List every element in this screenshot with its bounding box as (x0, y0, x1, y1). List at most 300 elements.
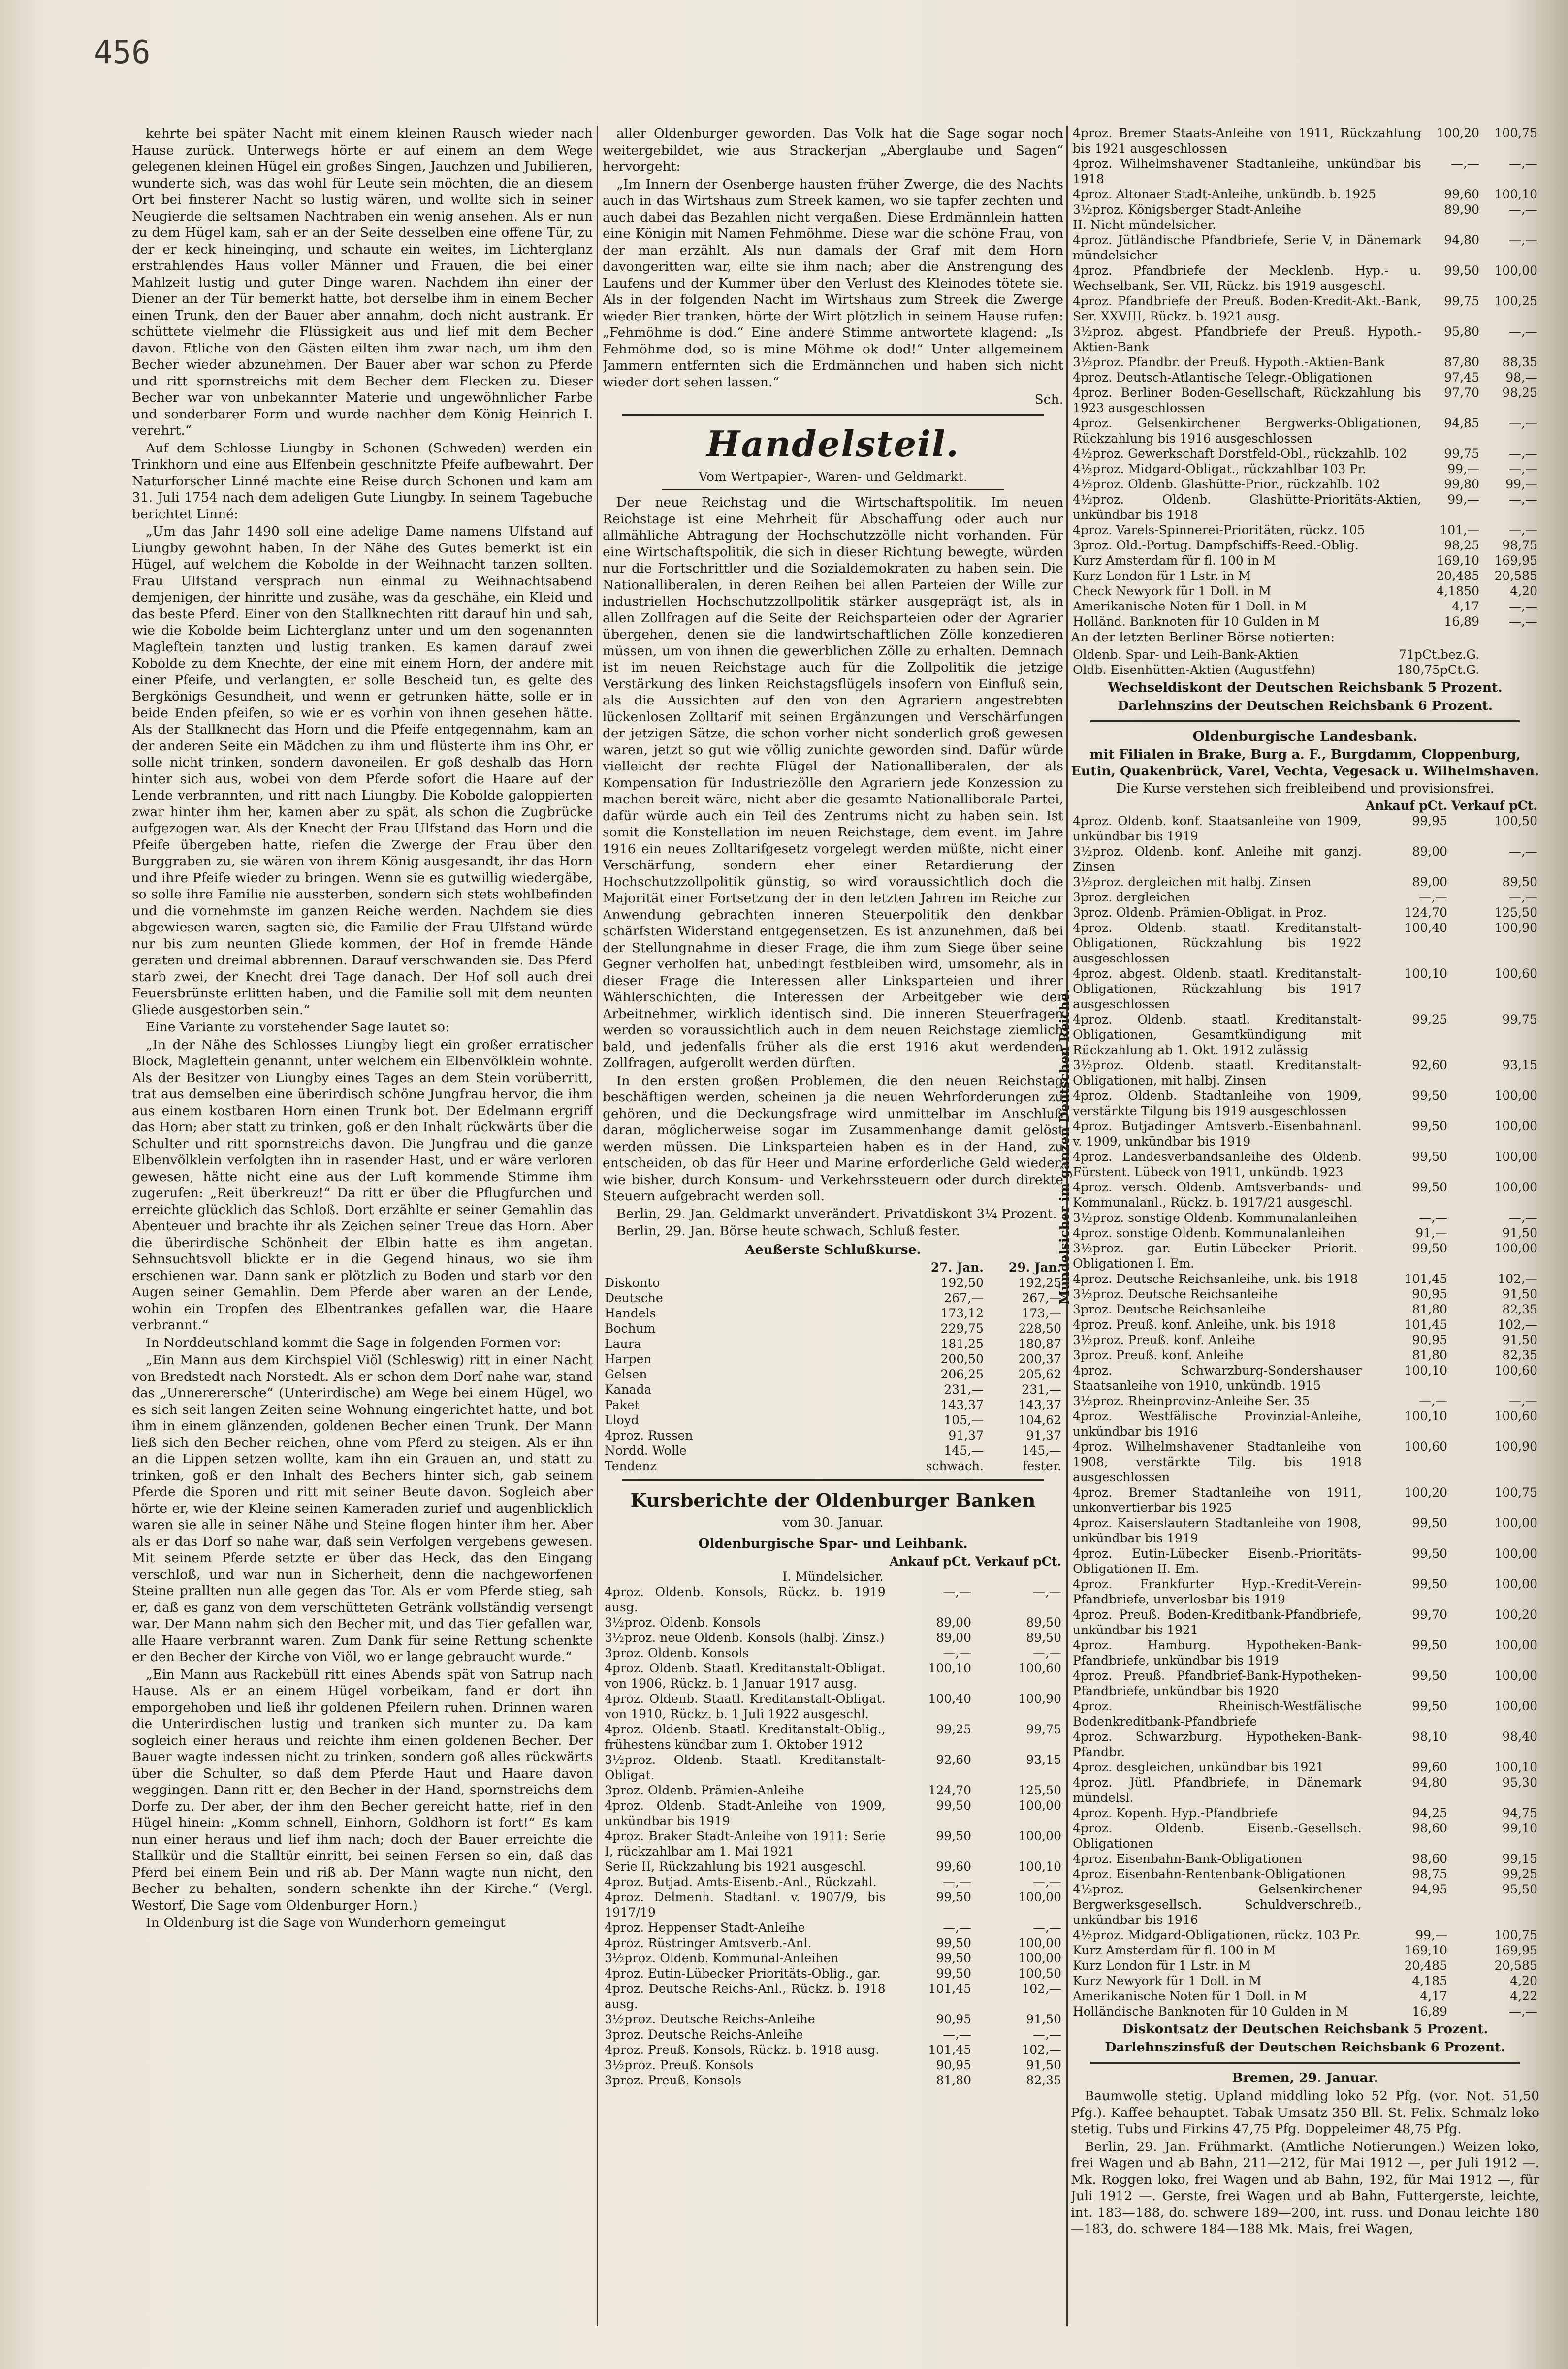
ankauf-value: 100,10 (1404, 1409, 1448, 1423)
table-row (1071, 416, 1539, 446)
ankauf-value: 100,20 (1404, 1485, 1448, 1500)
security-name: Bochum (605, 1321, 656, 1336)
security-name: 3½proz. Oldenb. staatl. Kreditanstalt-Obligationen, mit halbj. Zinsen (1073, 1057, 1362, 1088)
security-name: 4proz. Hamburg. Hypotheken-Bank-Pfandbriefe, unkündbar bis 1919 (1073, 1637, 1362, 1667)
table-row (1071, 1988, 1539, 2004)
verkauf-value: 99,75 (1026, 1722, 1061, 1736)
verkauf-value: 143,37 (1018, 1398, 1061, 1412)
table-row (1071, 187, 1539, 202)
security-name: Kurz Amsterdam für fl. 100 in M (1073, 1943, 1276, 1957)
security-name: Oldenb. Spar- und Leih-Bank-Aktien (1073, 647, 1299, 662)
security-name: 4proz. Butjadinger Amtsverb.-Eisenbahnanl. v. 1909, unkündbar bis 1919 (1073, 1119, 1362, 1149)
column-header: Verkauf pCt. (1451, 798, 1537, 813)
table-row (1071, 522, 1539, 538)
security-name: 4½proz. Oldenb. Glashütte-Prioritäts-Aktien, unkündbar bis 1918 (1073, 492, 1421, 522)
security-name: 3½proz. Preuß. konf. Anleihe (1073, 1332, 1255, 1347)
security-name: 4proz. Oldenb. Staatl. Kreditanstalt-Obligat. von 1906, Rückz. b. 1 Januar 1917 ausg. (605, 1661, 886, 1691)
verkauf-value: 4,20 (1510, 584, 1537, 598)
ankauf-value: 20,485 (1404, 1958, 1448, 1973)
verkauf-value: 100,10 (1494, 1760, 1537, 1774)
verkauf-value (1481, 662, 1539, 677)
table-row (1071, 614, 1539, 629)
table-row (603, 1783, 1063, 1798)
ankauf-value: —,— (1419, 1393, 1448, 1408)
table-row (603, 1966, 1063, 1981)
signature: Sch. (1034, 392, 1063, 407)
verkauf-value: —,— (1509, 523, 1537, 537)
table-row (1071, 232, 1539, 263)
verkauf-value: 4,20 (1510, 1973, 1537, 1988)
verkauf-value: —,— (1509, 890, 1537, 904)
column-header: Ankauf pCt. (1365, 798, 1448, 813)
table-row (1071, 1180, 1539, 1210)
table-row (1071, 1439, 1539, 1485)
verkauf-value: —,— (1509, 599, 1537, 613)
ankauf-value: —,— (1419, 890, 1448, 904)
story-paragraph: Eine Variante zu vorstehender Sage lautet so: (146, 1020, 450, 1035)
column-header (603, 1554, 888, 1569)
verkauf-value: 102,— (1022, 1982, 1061, 1996)
table-row (603, 1615, 1063, 1630)
security-name: 3½proz. abgest. Pfandbriefe der Preuß. Hypoth.-Aktien-Bank (1073, 324, 1421, 354)
bank-report-heading: Kursberichte der Oldenburger Banken (630, 1489, 1036, 1511)
security-name: 4proz. Deutsch-Atlantische Telegr.-Obligationen (1073, 370, 1373, 384)
verkauf-value: 100,00 (1494, 1119, 1537, 1133)
ankauf-value: 4,1850 (1436, 584, 1479, 598)
table-row (603, 1351, 1063, 1367)
security-name: Kurz Newyork für 1 Doll. in M (1073, 1973, 1262, 1988)
ankauf-value: —,— (1451, 157, 1479, 171)
story-paragraph: „Im Innern der Osenberge hausten früher Zwerge, die des Nachts auch in das Wirtshaus zum Streek kamen, wo sie tapfer zechten und auch dabei das Bezahlen nicht vergaßen. Diese Erdmännlein hatten eine Königin mit Namen Fehmöhme. Diese war die schöne Frau, von der man erzählt. Als nun damals der Graf mit dem Horn davongeritten war, eilte sie ihm nach; aber die Anstrengung des Laufens und der Kummer über den Verlust des Kleinodes tötete sie. Als in der folgenden Nacht im Wirtshaus zum Streek die Zwerge wieder Bier tranken, hörte der Wirt plötzlich in seinem Hause rufen: „Fehmöhme is dod.“ Eine andere Stimme antwortete klagend: „Is Fehmöhme dod, so is mine Möhme ok dod!“ Unter allgemeinem Jammern entfernten sich die Erdmännchen und haben sich nicht wieder dort sehen lassen.“ (603, 176, 1063, 390)
ankauf-value (1423, 217, 1481, 232)
table-row (1071, 1241, 1539, 1271)
verkauf-value: —,— (1509, 202, 1537, 217)
ankauf-value: 99,50 (1412, 1637, 1448, 1652)
ankauf-value: 81,80 (1412, 1347, 1448, 1362)
ankauf-value: 99,50 (936, 1951, 972, 1965)
ankauf-value: 90,95 (936, 2058, 972, 2072)
ankauf-value: 99,75 (1444, 447, 1479, 461)
table-row (1071, 1485, 1539, 1515)
table-row (603, 1645, 1063, 1661)
security-name: 4proz. Oldenb. Staatl. Kreditanstalt-Oblig., frühestens kündbar zum 1. Oktober 1912 (605, 1722, 886, 1752)
verkauf-value: 100,60 (1494, 966, 1537, 981)
table-row (603, 1951, 1063, 1966)
security-name: Handels (605, 1306, 656, 1320)
ankauf-value: 89,00 (936, 1615, 972, 1630)
verkauf-value: 91,50 (1502, 1225, 1537, 1240)
verkauf-value: 100,10 (1018, 1859, 1061, 1874)
story-paragraph: „Ein Mann aus dem Kirchspiel Viöl (Schleswig) ritt in einer Nacht von Bredstedt nach Norstedt. Als er schon dem Dorf nahe war, stand das „Unnererersche“ (Unterirdische) am Wege bei einem Hügel, wo es sich seit langen Zeiten seine Wohnung eingerichtet hatte, und bot ihm in einem glänzenden, goldenen Becher einen Trunk. Der Mann ließ sich den Becher reichen, ohne vom Pferd zu steigen. Als er ihn an die Lippen setzen wollte, kam ihn ein Grauen an, und statt zu trinken, goß er den Inhalt des Bechers hinter sich, gab seinem Pferde die Sporen und ritt mit seiner Beute davon. Sogleich aber hörte er, wie der Kleine seinen Kameraden zurief und augenblicklich waren sie alle in seiner Nähe und Steine flogen hinter ihm her. Aber als er das Dorf so nahe war, daß sein Verfolgen vergebens gewesen. Mit seinem Pferde setzte er über das Heck, das den Eingang verschloß, und war nun in Sicherheit, denn die nachgeworfenen Steine prallten nun alle gegen das Tor. Als er vom Pferde stieg, sah er, daß es ganz von dem verschütteten Getränk vollständig versengt war. Der Mann nahm sich den Becher mit, und das Tier gefallen war, alle Haare verbrannt waren. Zum Dank für seine Rettung schenkte er den Becher der Kirche von Viöl, wo er lange gebraucht wurde.“ (132, 1352, 593, 1665)
ankauf-value: —,— (943, 1646, 972, 1660)
verkauf-value: 100,75 (1494, 1485, 1537, 1500)
verkauf-value: 98,75 (1502, 538, 1537, 552)
table-row (1071, 1729, 1539, 1760)
ankauf-value: 4,17 (1420, 1988, 1448, 2003)
table-row (1071, 1347, 1539, 1363)
table-row (603, 1275, 1063, 1290)
verkauf-value: 98,25 (1502, 385, 1537, 400)
security-name: 4proz. Eisenbahn-Bank-Obligationen (1073, 1851, 1302, 1866)
ankauf-value: 71pCt.bez.G. (1399, 647, 1479, 662)
security-name: 4proz. Deutsche Reichsanleihe, unk. bis 1918 (1073, 1271, 1358, 1286)
ankauf-value: 124,70 (1404, 905, 1448, 920)
ankauf-value: 97,70 (1444, 385, 1479, 400)
ankauf-value: 98,60 (1412, 1821, 1448, 1835)
ankauf-value: 169,10 (1404, 1943, 1448, 1957)
verkauf-value: 173,— (1022, 1306, 1061, 1320)
story-paragraph: Auf dem Schlosse Liungby in Schonen (Schweden) werden ein Trinkhorn und eine aus Elfenbein geschnitzte Pfeife aufbewahrt. Der Naturforscher Linné machte eine Reise durch Schonen und kam am 31. Juli 1754 nach dem adeligen Gute Liungby. In seinem Tagebuche berichtet Linné: (132, 440, 593, 522)
table-row (1071, 1088, 1539, 1119)
verkauf-value: 100,00 (1018, 1890, 1061, 1904)
table-row (1071, 1943, 1539, 1958)
darlehnszins: Darlehnszins der Deutschen Reichsbank 6 Prozent. (1117, 698, 1493, 713)
table-row (1071, 446, 1539, 461)
security-name: 4proz. Frankfurter Hyp.-Kredit-Verein-Pfandbriefe, unverlosbar bis 1919 (1073, 1576, 1362, 1606)
verkauf-value: 205,62 (1018, 1367, 1061, 1381)
security-name: 3½proz. gar. Eutin-Lübecker Priorit.-Obligationen I. Em. (1073, 1241, 1362, 1271)
table-row (1071, 1363, 1539, 1393)
table-row (1071, 966, 1539, 1012)
verkauf-value: 169,95 (1494, 553, 1537, 568)
table-row (603, 1306, 1063, 1321)
ankauf-value: 99,75 (1444, 294, 1479, 308)
table-header-row (603, 1554, 1063, 1569)
table-row (603, 2027, 1063, 2042)
ankauf-value: 92,60 (1412, 1057, 1448, 1072)
verkauf-value: 20,585 (1494, 569, 1537, 583)
ankauf-value: 99,50 (936, 1890, 972, 1904)
security-name: 4proz. Eutin-Lübecker Prioritäts-Oblig., gar. (605, 1966, 881, 1981)
verkauf-value: 20,585 (1494, 1958, 1537, 1973)
ankauf-value: 169,10 (1436, 553, 1479, 568)
verkauf-value (1481, 647, 1539, 662)
table-row (1071, 920, 1539, 966)
security-name: 3½proz. Rheinprovinz-Anleihe Ser. 35 (1073, 1393, 1310, 1408)
security-name: 3½proz. Oldenb. Konsols (605, 1615, 761, 1630)
verkauf-value: 91,50 (1026, 2058, 1061, 2072)
security-name: 4proz. Altonaer Stadt-Anleihe, unkündb. b. 1925 (1073, 187, 1376, 201)
security-name: 3proz. dergleichen (1073, 890, 1190, 904)
security-name: 4proz. Eisenbahn-Rentenbank-Obligationen (1073, 1866, 1345, 1881)
table-row (603, 1722, 1063, 1752)
article-paragraph: Berlin, 29. Jan. Börse heute schwach, Schluß fester. (616, 1223, 960, 1239)
verkauf-value: 200,37 (1018, 1352, 1061, 1366)
ankauf-value: 98,10 (1412, 1729, 1448, 1744)
table-row (1071, 1149, 1539, 1180)
table-row (1071, 1271, 1539, 1286)
ankauf-value: 231,— (944, 1382, 984, 1397)
verkauf-value: —,— (1033, 2027, 1061, 2042)
security-name: 4proz. Rheinisch-Westfälische Bodenkreditbank-Pfandbriefe (1073, 1698, 1362, 1729)
verkauf-value: 100,50 (1494, 813, 1537, 828)
security-name: 3½proz. Preuß. Konsols (605, 2058, 754, 2072)
security-name: 4proz. Oldenb. Stadtanleihe von 1909, verstärkte Tilgung bis 1919 ausgeschlossen (1073, 1088, 1362, 1118)
table-row (603, 1428, 1063, 1443)
verkauf-value: 100,60 (1494, 1409, 1537, 1423)
table-row (1071, 905, 1539, 920)
ankauf-value: 100,20 (1436, 126, 1479, 140)
verkauf-value: 169,95 (1494, 1943, 1537, 1957)
ankauf-value: 89,00 (1412, 874, 1448, 889)
verkauf-value: 100,75 (1494, 126, 1537, 140)
ankauf-value: 99,60 (936, 1859, 972, 1874)
security-name: 3½proz. Oldenb. konf. Anleihe mit ganzj. Zinsen (1073, 844, 1362, 874)
ankauf-value: 101,45 (1404, 1317, 1448, 1332)
security-name: II. Nicht mündelsicher. (1073, 218, 1216, 232)
table-row (1071, 1332, 1539, 1347)
kurse-table (603, 1260, 1063, 1473)
security-name: 4proz. Wilhelmshavener Stadtanleihe, unkündbar bis 1918 (1073, 157, 1421, 186)
table-row (1071, 1607, 1539, 1637)
landesbank-rate-table (1071, 798, 1539, 2019)
verkauf-value: 231,— (1022, 1382, 1061, 1397)
ankauf-value: 20,485 (1436, 569, 1479, 583)
table-row (603, 1691, 1063, 1722)
ankauf-value: 16,89 (1412, 2004, 1448, 2018)
table-row (1071, 890, 1539, 905)
ankauf-value: 100,40 (1404, 920, 1448, 935)
story-paragraph: „In der Nähe des Schlosses Liungby liegt ein großer erratischer Block, Magleftein genannt, unter welchem ein Elbenvölklein wohnte. Als der Besitzer von Liungby eines Tages an dem Stein vorüberritt, trat aus demselben eine überirdisch schöne Jungfrau hervor, die ihm aus einem kostbaren Horn einen Trunk bot. Der Edelmann ergriff das Horn; aber statt zu trinken, goß er den Inhalt rückwärts über die Schulter und ritt spornstreichs davon. Die Jungfrau und die ganze Elbenvölklein verfolgten ihn in rasender Hast, und er wäre verloren gewesen, hätte nicht eine aus der Luft kommende Stimme ihm zugerufen: „Reit überkreuz!“ Da ritt er über die Pflugfurchen und erreichte glücklich das Schloß. Dort erzählte er seiner Gemahlin das Abenteuer und brachte ihr als Zeichen seiner Treue das Horn. Aber die überirdische Schönheit der Elbin hatte es ihm angetan. Sehnsuchtsvoll blickte er in die Gegend hinaus, wo sie ihm erschienen war. Dann sank er plötzlich zu Boden und starb vor den Augen seiner Gemahlin. Dem Pferde aber waren an der Lende, wohin ein Tropfen des Elbentrankes gefallen war, die Haare verbrannt.“ (132, 1037, 593, 1333)
verkauf-value: 91,50 (1502, 1286, 1537, 1301)
table-row (603, 1412, 1063, 1428)
verkauf-value: 100,50 (1018, 1966, 1061, 1981)
verkauf-value: 94,75 (1502, 1805, 1537, 1820)
bank-name: Oldenburgische Spar- und Leihbank. (698, 1536, 968, 1551)
security-name: 3½proz. neue Oldenb. Konsols (halbj. Zinsz.) (605, 1631, 885, 1645)
ankauf-value: 99,50 (1412, 1546, 1448, 1561)
table-row (603, 1798, 1063, 1828)
security-name: Kurz London für 1 Lstr. in M (1073, 569, 1251, 583)
verkauf-value: —,— (1509, 233, 1537, 247)
bremen-heading: Bremen, 29. Januar. (1232, 2070, 1378, 2085)
verkauf-value: 100,00 (1018, 1829, 1061, 1843)
landesbank-note: Die Kurse verstehen sich freibleibend und provisionsfrei. (1116, 781, 1495, 796)
ankauf-value: 99,50 (936, 1936, 972, 1950)
table-row (603, 1290, 1063, 1306)
table-row (1071, 2004, 1539, 2019)
verkauf-value: —,— (1509, 416, 1537, 430)
verkauf-value: 100,00 (1494, 1180, 1537, 1194)
verkauf-value: 100,00 (1494, 263, 1537, 278)
table-row (603, 1981, 1063, 2012)
verkauf-value: 180,87 (1018, 1337, 1061, 1351)
article-paragraph: In den ersten großen Problemen, die den neuen Reichstag beschäftigen werden, scheinen ja die neuen Wehrforderungen zu gehören, und die Deckungsfrage wird unmittelbar im Anschluß daran, möglicherweise sogar im Zusammenhange damit gelöst werden müssen. Die Linksparteien haben es in der Hand, zu entscheiden, ob das für Heer und Marine erforderliche Geld wieder, wie bisher, durch Konsum- und Verkehrssteuern oder durch direkte Steuern aufgebracht werden soll. (603, 1073, 1063, 1204)
verkauf-value: 82,35 (1026, 2073, 1061, 2087)
ankauf-value: 98,25 (1444, 538, 1479, 552)
ankauf-value: 99,25 (936, 1722, 972, 1736)
table-row (1071, 1515, 1539, 1546)
security-name: Holländische Banknoten für 10 Gulden in M (1073, 2004, 1348, 2018)
ankauf-value: 99,50 (1412, 1668, 1448, 1683)
security-name: 4proz. Oldenb. Staatl. Kreditanstalt-Obligat. von 1910, Rückz. b. 1 Juli 1922 ausgeschl. (605, 1692, 886, 1721)
security-name: 4proz. Wilhelmshavener Stadtanleihe von 1908, verstärkte Tilg. bis 1918 ausgeschlossen (1073, 1439, 1362, 1484)
security-name: Kurz London für 1 Lstr. in M (1073, 1958, 1251, 1973)
verkauf-value: 82,35 (1502, 1347, 1537, 1362)
section-rule (622, 1479, 1044, 1481)
verkauf-value: 89,50 (1026, 1615, 1061, 1630)
verkauf-value: 82,35 (1502, 1302, 1537, 1316)
ankauf-value: 101,45 (1404, 1271, 1448, 1286)
ankauf-value: 99,50 (1412, 1180, 1448, 1194)
verkauf-value: 100,00 (1018, 1951, 1061, 1965)
table-row (1071, 1866, 1539, 1882)
table-row (1071, 370, 1539, 385)
security-name: 3proz. Old.-Portug. Dampfschiffs-Reed.-Oblig. (1073, 538, 1359, 552)
verkauf-value: 99,10 (1502, 1821, 1537, 1835)
security-name: 4proz. Pfandbriefe der Mecklenb. Hyp.- u. Wechselbank, Ser. VII, Rückz. bis 1919 ausgeschl. (1073, 263, 1421, 293)
table-row (1071, 1286, 1539, 1302)
security-name: 3½proz. sonstige Oldenb. Kommunalanleihen (1073, 1210, 1357, 1225)
verkauf-value: 100,00 (1494, 1546, 1537, 1561)
verkauf-value: 192,25 (1018, 1276, 1061, 1290)
table-row (1071, 813, 1539, 844)
verkauf-value: 100,00 (1494, 1668, 1537, 1683)
ankauf-value: 143,37 (940, 1398, 984, 1412)
table-row (1071, 477, 1539, 492)
ankauf-value: 94,95 (1412, 1882, 1448, 1896)
security-name: 4proz. Butjad. Amts-Eisenb.-Anl., Rückzahl. (605, 1875, 877, 1889)
handelsteil-heading: Handelsteil. (706, 422, 960, 465)
verkauf-value: 100,00 (1494, 1241, 1537, 1255)
ankauf-value: 94,85 (1444, 416, 1479, 430)
verkauf-value: 95,50 (1502, 1882, 1537, 1896)
ankauf-value: 90,95 (1412, 1286, 1448, 1301)
verkauf-value: 100,00 (1494, 1088, 1537, 1103)
ankauf-value: 90,95 (936, 2012, 972, 2026)
table-row (1071, 1225, 1539, 1241)
ankauf-value: 99,— (1415, 1927, 1448, 1942)
security-name: Lloyd (605, 1413, 639, 1427)
table-row (1071, 1805, 1539, 1821)
verkauf-value: 91,50 (1026, 2012, 1061, 2026)
ankauf-value: 91,— (1415, 1225, 1448, 1240)
ankauf-value: 99,70 (1412, 1607, 1448, 1622)
security-name: Diskonto (605, 1276, 660, 1290)
table-row (603, 1630, 1063, 1645)
security-name: 4proz. Delmenh. Stadtanl. v. 1907/9, bis 1917/19 (605, 1890, 886, 1920)
ankauf-value: 99,60 (1444, 187, 1479, 201)
ankauf-value: 4,17 (1452, 599, 1479, 613)
security-name: 3½proz. Pfandbr. der Preuß. Hypoth.-Aktien-Bank (1073, 355, 1385, 369)
story-continuation (603, 126, 1063, 390)
ankauf-value: 105,— (944, 1413, 984, 1427)
section-label: I. Mündelsicher. (782, 1569, 884, 1584)
ankauf-value: 124,70 (928, 1783, 972, 1797)
verkauf-value: 91,50 (1502, 1332, 1537, 1347)
security-name: 4proz. Oldenb. Eisenb.-Gesellsch. Obligationen (1073, 1821, 1362, 1851)
verkauf-value: —,— (1509, 492, 1537, 507)
section-rule (1090, 2062, 1520, 2064)
table-row (1071, 662, 1539, 677)
ankauf-value: 180,75pCt.G. (1397, 662, 1479, 677)
verkauf-value: 102,— (1498, 1271, 1537, 1286)
verkauf-value: 99,15 (1502, 1851, 1537, 1866)
verkauf-value: 95,30 (1502, 1775, 1537, 1790)
verkauf-value: —,— (1033, 1646, 1061, 1660)
verkauf-value: 99,— (1505, 477, 1537, 491)
table-row (1071, 324, 1539, 354)
verkauf-value: 125,50 (1018, 1783, 1061, 1797)
ankauf-value: 4,185 (1412, 1973, 1448, 1988)
table-row (603, 2042, 1063, 2057)
table-row (1071, 1119, 1539, 1149)
market-column-right (1071, 126, 1539, 2331)
verkauf-value: —,— (1509, 2004, 1537, 2018)
ankauf-value: 81,80 (936, 2073, 972, 2087)
vertical-label-mündelsicher: Mündelsicher im ganzen Deutschen Reiche. (1057, 989, 1072, 1305)
bank-rate-table (603, 1554, 1063, 2088)
verkauf-value: 100,90 (1494, 920, 1537, 935)
ankauf-value: 100,40 (928, 1692, 972, 1706)
ankauf-value: —,— (1419, 1210, 1448, 1225)
security-name: 3½proz. dergleichen mit halbj. Zinsen (1073, 874, 1312, 889)
table-row (1071, 1760, 1539, 1775)
table-row (1071, 263, 1539, 293)
security-name: 4proz. Kaiserslautern Stadtanleihe von 1908, unkündbar bis 1919 (1073, 1515, 1362, 1545)
security-name: 4proz. Preuß. Boden-Kreditbank-Pfandbriefe, unkündbar bis 1921 (1073, 1607, 1362, 1637)
verkauf-value: 99,75 (1502, 1012, 1537, 1026)
section-rule (622, 414, 1044, 416)
security-name: 4½proz. Gelsenkirchener Bergwerksgesellsch. Schuldverschreib., unkündbar bis 1916 (1073, 1882, 1362, 1927)
table-row (1071, 1637, 1539, 1668)
ankauf-value: 99,50 (936, 1829, 972, 1843)
table-row (1071, 1668, 1539, 1698)
table-row (1071, 461, 1539, 477)
table-row (603, 1661, 1063, 1691)
table-row (603, 2012, 1063, 2027)
security-name: 4proz. Jütländische Pfandbriefe, Serie V, in Dänemark mündelsicher (1073, 233, 1421, 262)
ankauf-value: 206,25 (940, 1367, 984, 1381)
ankauf-value: 99,— (1447, 462, 1479, 476)
table-row (603, 1443, 1063, 1458)
verkauf-value: 100,00 (1494, 1576, 1537, 1591)
verkauf-value: 91,37 (1026, 1428, 1061, 1442)
security-name: Amerikanische Noten für 1 Doll. in M (1073, 599, 1307, 613)
ankauf-value: 100,10 (1404, 1363, 1448, 1377)
bank-report-date: vom 30. Januar. (782, 1515, 884, 1530)
ankauf-value: 94,25 (1412, 1805, 1448, 1820)
ankauf-value: 87,80 (1444, 355, 1479, 369)
table-row (1071, 1882, 1539, 1927)
security-name: 4proz. Jütl. Pfandbriefe, in Dänemark mündelsl. (1073, 1775, 1362, 1805)
security-name: 3½proz. Deutsche Reichsanleihe (1073, 1286, 1278, 1301)
verkauf-value: 100,00 (1018, 1936, 1061, 1950)
verkauf-value: 228,50 (1018, 1321, 1061, 1336)
table-row (1071, 844, 1539, 874)
ankauf-value: 192,50 (940, 1276, 984, 1290)
verkauf-value: 104,62 (1018, 1413, 1061, 1427)
verkauf-value: —,— (1509, 462, 1537, 476)
security-name: 4proz. Kopenh. Hyp.-Pfandbriefe (1073, 1805, 1278, 1820)
verkauf-value: —,— (1509, 614, 1537, 629)
table-row (1071, 202, 1539, 217)
page-number: 456 (94, 34, 151, 71)
table-row (603, 1828, 1063, 1859)
table-row (1071, 492, 1539, 522)
table-row (1071, 583, 1539, 599)
security-name: 4proz. Oldenb. Konsols, Rückz. b. 1919 ausg. (605, 1585, 886, 1614)
security-name: 4proz. sonstige Oldenb. Kommunalanleihen (1073, 1225, 1345, 1240)
table-row (1071, 354, 1539, 370)
story-paragraph: „Um das Jahr 1490 soll eine adelige Dame namens Ulfstand auf Liungby gewohnt haben. In der Nähe des Gutes bemerkt ist ein Hügel, auf welchem die Kobolde in der Weihnacht tanzen sollten. Frau Ulfstand versprach nun einmal zu Weihnachtsabend demjenigen, der hinritte und zusähe, was da geschähe, ein Kleid und das beste Pferd. Einer von den Stallknechten ritt darauf hin und sah, wie die Kobolde beim Lichterglanz unter und um den sogenannten Magleftein tanzten und lustig tranken. Es kamen darauf zwei Kobolde zu dem Knechte, der eine mit einem Horn, der andere mit einer Pfeife, und verlangten, er solle Bescheid tun, es gelte des Bergkönigs Gesundheit, und wenn er getrunken hätte, solle er in beide Enden pfeifen, so wie er es vorhin von ihnen gesehen hätte. Als der Stallknecht das Horn und die Pfeife entgegennahm, kam an der anderen Seite ein Mädchen zu ihm und flüsterte ihm ins Ohr, er solle nicht trinken, sondern davoneilen. Er goß deshalb das Horn hinter sich aus, wobei von dem Pferde sofort die Haare auf der Lende verbrannten, und ritt nach Liungby. Die Kobolde galoppierten zwar hinter ihm her, kamen aber zu spät, als schon die Zugbrücke aufgezogen war. Als der Knecht der Frau Ulfstand das Horn und die Pfeife übergeben hatte, riefen die Zwerge der Frau über den Burggraben zu, sie wären von ihrem König ausgesandt, ihr das Horn und ihre Pfeife wieder zu bringen. Wenn sie es gutwillig wiedergäbe, so solle ihre Familie nie aussterben, sondern sich stets wohlbefinden und die vornehmste im ganzen Reiche werden. Nachdem sie dies abgewiesen waren, sagten sie, die Familie der Frau Ulfstand würde nur bis zum neunten Gliede kommen, der Hof in fremde Hände geraten und dreimal abbrennen. Darauf verschwanden sie. Das Pferd starb zwei, der Knecht drei Tage danach. Der Hof soll auch drei Feuersbrünste erlitten haben, und die Familie soll mit dem neunten Gliede ausgestorben sein.“ (132, 524, 593, 1018)
verkauf-value: 100,90 (1018, 1692, 1061, 1706)
security-name: 4proz. Braker Stadt-Anleihe von 1911: Serie I, rückzahlbar am 1. Mai 1921 (605, 1829, 886, 1858)
table-row (1071, 1302, 1539, 1317)
verkauf-value: —,— (1509, 157, 1537, 171)
ankauf-value: 16,89 (1444, 614, 1479, 629)
verkauf-value: 100,20 (1494, 1607, 1537, 1622)
